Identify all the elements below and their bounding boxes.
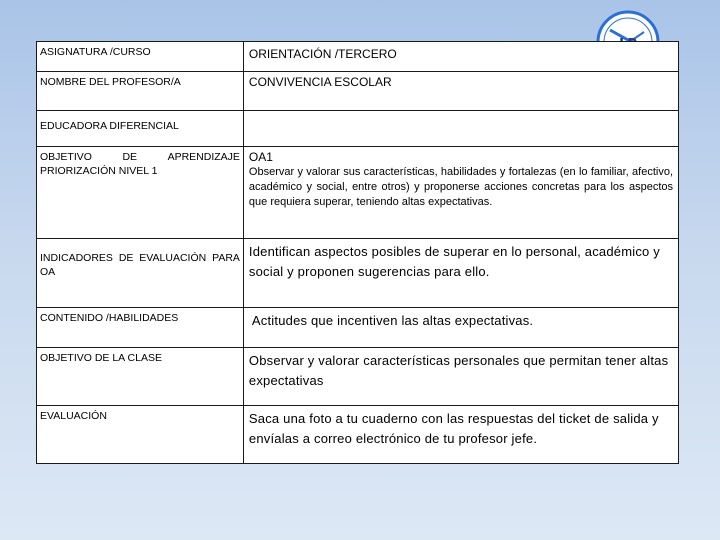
row-label-objetivo-aprendizaje: OBJETIVO DE APRENDIZAJE PRIORIZACIÓN NIVEL 1	[37, 147, 244, 239]
row-label-objetivo-clase: OBJETIVO DE LA CLASE	[37, 348, 244, 406]
row-value-educadora	[243, 111, 678, 147]
row-value-contenido: Actitudes que incentiven las altas expectativas.	[243, 308, 678, 348]
row-label-educadora: EDUCADORA DIFERENCIAL	[37, 111, 244, 147]
table-row	[37, 72, 679, 111]
table-row	[37, 111, 679, 147]
row-value-objetivo-clase: Observar y valorar características personales que permitan tener altas expectativas	[243, 348, 678, 406]
table-row	[37, 308, 679, 348]
table-row	[37, 239, 679, 308]
table-row	[37, 348, 679, 406]
table-row	[37, 42, 679, 72]
row-label-evaluacion: EVALUACIÓN	[37, 406, 244, 464]
oa-code: OA1	[248, 150, 273, 164]
row-value-profesor: CONVIVENCIA ESCOLAR	[243, 72, 678, 111]
row-value-indicadores: Identifican aspectos posibles de superar en lo personal, académico y social y proponen sugerencias para ello.	[243, 239, 678, 308]
row-value-objetivo-aprendizaje: OA1 Observar y valorar sus características, habilidades y fortalezas (en lo familiar, afectivo, académico y social, entre otros) y proponerse acciones concretas para los aspectos que requiera superar, teniendo altas expectativas.	[243, 147, 678, 239]
planning-table	[36, 41, 679, 464]
table-row	[37, 406, 679, 464]
row-value-evaluacion: Saca una foto a tu cuaderno con las respuestas del ticket de salida y envíalas a correo electrónico de tu profesor jefe.	[243, 406, 678, 464]
row-label-contenido: CONTENIDO /HABILIDADES	[37, 308, 244, 348]
row-label-asignatura: ASIGNATURA /CURSO	[37, 42, 244, 72]
row-label-indicadores: INDICADORES DE EVALUACIÓN PARA OA	[37, 239, 244, 308]
row-label-profesor: NOMBRE DEL PROFESOR/A	[37, 72, 244, 111]
table-row	[37, 147, 679, 239]
row-value-asignatura: ORIENTACIÓN /TERCERO	[243, 42, 678, 72]
